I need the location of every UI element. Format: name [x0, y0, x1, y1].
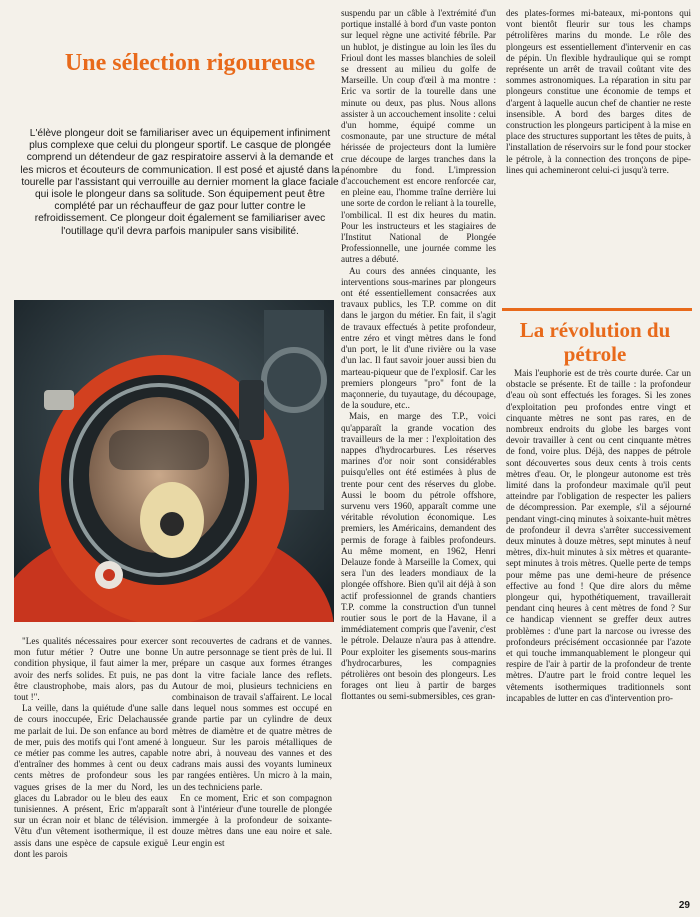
intro-caption: L'élève plongeur doit se familiariser avec un équipement infiniment plus complexe que celui du plongeur sportif. Le casque de plongée comprend un détendeur de gaz respiratoire asservi à la demande et les micros et écouteurs de communication. Il est posé et ajusté dans la tourelle par l'assistant qui verrouille au dernier moment la glace faciale qui isole le plongeur dans sa solitude. Son équipement peut être complété par un réchauffeur de gaz pour lutter contre le refroidissement. Ce plongeur doit également se familiariser avec l'outillage qu'il devra parfois manipuler sans visibilité.: [20, 128, 340, 237]
column-right-bottom: [506, 368, 691, 903]
heading-rule-top: [502, 308, 692, 311]
paragraph: Au cours des années cinquante, les interventions sous-marines par plongeurs ont été essentiellement consacrées aux travaux publics, les T.P. comme on dit dans le jargon du métier. En fait, il s'agit de travaux effectués à petite profondeur, entre zéro et vingt mètres dans le fond d'un port, le lit d'une rivière ou la vase d'un lac. Il faut savoir jouer aussi bien du marteau-piqueur que de l'explosif. Car les premiers plongeurs "pro" font de la maçonnerie, du tuyautage, du découpage, de la soudure, etc..: [341, 265, 496, 411]
paragraph: En ce moment, Eric et son compagnon sont à l'intérieur d'une tourelle de plongée immergée à la profondeur de soixante-douze mètres dans une eau noire et sale. Leur engin est: [172, 792, 332, 848]
diver-helmet-illustration: [14, 300, 334, 622]
paragraph: des plates-formes mi-bateaux, mi-pontons qui vont bientôt fleurir sur tous les champs pétrolifères marins du monde. Le rôle des plongeurs est essentiellement d'intervenir en cas de pépin. Un flexible hydraulique qui se rompt représente un arrêt de travail coûtant vite des sommes astronomiques. La réparation in situ par plongeurs constitue une économie de temps et d'argent à laquelle aucun chef de chantier ne reste insensible. A bord des barges dites de construction les plongeurs participent à la mise en place des structures supportant les têtes de puits, à l'installation de réservoirs sur le fond pour stocker le pétrole, à la connection des tronçons de pipe-lines qui achemineront celui-ci jusqu'à terre.: [506, 8, 691, 175]
heading-selection: Une sélection rigoureuse: [64, 50, 316, 76]
heading-revolution: La révolution du pétrole: [519, 318, 671, 367]
paragraph: suspendu par un câble à l'extrémité d'un portique installé à bord d'un vaste ponton sur lequel règne une activité fébrile. Par un hublot, je distingue au loin les îles du Frioul dont les masses blanchies de soleil se dressent au milieu du golfe de Marseille. Un coup d'œil à ma montre : Eric va sortir de la tourelle dans une minute ou deux, pas plus. Nous allons assister à un accouchement insolite : celui d'un homme, équipé comme un cosmonaute, par une structure de métal hérissée de projecteurs dont la lumière crue découpe de larges tranches dans la pénombre du fond. L'impression d'accouchement est encore renforcée car, en pleine eau, l'homme traîne derrière lui une sorte de cordon le reliant à la tourelle, l'ombilical. Il est dix heures du matin. Pour les instructeurs et les stagiaires de l'Institut National de Plongée Professionnelle, une journée comme les autres a débuté.: [341, 8, 496, 265]
paragraph: Mais, en marge des T.P., voici qu'apparaît la grande vocation des travailleurs de la mer : l'exploitation des nappes d'hydrocarbures. Les réserves marines d'or noir sont considérables puisqu'elles ont été estimées à plus de trente pour cent des réserves du globe. Aussi le boom du pétrole offshore, survenu vers 1960, apparaît comme une véritable révolution économique. Les premiers, les Américains, demandent des permis de forage à faibles profondeurs. Au même moment, en 1962, Henri Delauze fonde à Marseille la Comex, qui sera l'un des leaders mondiaux de la plongée offshore. Bien qu'il ait déjà à son actif professionnel de grands chantiers T.P. comme la construction d'un tunnel routier sous le port de la Havane, il a immédiatement compris que l'avenir, c'est le pétrole. Delauze n'aura pas à attendre. Pour exploiter les gisements sous-marins d'hydrocarbures, les compagnies pétrolières ont besoin des plongeurs. Les forages ont lieu à partir de barges flottantes ou semi-submersibles, ces gran-: [341, 411, 496, 702]
paragraph: Mais l'euphorie est de très courte durée. Car un obstacle se présente. Et de taille : la profondeur d'eau où sont effectués les forages. Si les zones d'exploitation peu profondes entre vingt et cinquante mètres ne sont pas rares, en de nombreux endroits du globe les barges vont devoir travailler à cent ou cent cinquante mètres de fond, voire plus. Déjà, des nappes de pétrole sont découvertes sous deux cents à trois cents mètres d'eau. Or, le plongeur autonome est très limité dans la profondeur maximale qu'il peut atteindre par l'obligation de respecter les paliers de décompression. Par exemple, s'il a séjourné pendant vingt-cinq minutes à soixante-huit mètres de profondeur il devra s'arrêter successivement deux minutes à douze mètres, sept minutes à neuf mètres, dix-huit minutes à six mètres et quarante-sept minutes à trois mètres. Quelle perte de temps pour même pas une demi-heure de présence effective au fond ! Que dire alors du même plongeur qui, hypothétiquement, travaillerait pendant cinq heures à cent mètres de fond ? Sur ce handicap viennent se greffer deux autres problèmes : d'une part la narcose ou ivresse des profondeurs précisément occasionnée par l'azote et qui touche immanquablement le plongeur qui respire de l'air à partir de la profondeur de trente mètres. D'autre part le froid contre lequel les vêtements isothermiques traditionnels sont incapables de lutter en cas d'intervention pro-: [506, 368, 691, 703]
page-number: 29: [678, 900, 690, 911]
column-right-top: [506, 8, 691, 298]
column-middle: [341, 8, 496, 903]
paragraph: "Les qualités nécessaires pour exercer mon futur métier ? Outre une bonne condition physique, il faut aimer la mer, avoir des nerfs solides. Et puis, ne pas être claustrophobe, mais alors, pas du tout !".: [14, 636, 168, 703]
paragraph: La veille, dans la quiétude d'une salle de cours inoccupée, Eric Delachaussée me parlait de lui. De son enfance au bord de mer, puis des motifs qui l'ont amené à ce métier pas comme les autres, capable d'entraîner des hommes à cent ou deux cents mètres de profondeur sous les vagues grises de la mer du Nord, les glaces du Labrador ou le bleu des eaux tunisiennes. A présent, Eric m'apparaît sur un écran noir et blanc de télévision. Vêtu d'un vêtement isothermique, il est assis dans une espèce de capsule exiguë dont les parois: [14, 703, 168, 859]
diver-photo: [14, 300, 334, 622]
paragraph: sont recouvertes de cadrans et de vannes. Un autre personnage se tient près de lui. Il prépare un casque aux formes étranges dont la vitre faciale lance des reflets. Autour de moi, plusieurs techniciens en combinaison de travail s'affairent. Le local dans lequel nous sommes est occupé en grande partie par un cylindre de deux mètres de diamètre et de quatre mètres de longueur. Sur les parois métalliques de notre abri, à nouveau des vannes et des cadrans mais aussi des voyants lumineux par rangées entières. Un micro à la main, un des techniciens parle.: [172, 636, 332, 792]
column-left-bottom: [14, 636, 168, 911]
column-center-left-bottom: [172, 636, 332, 911]
